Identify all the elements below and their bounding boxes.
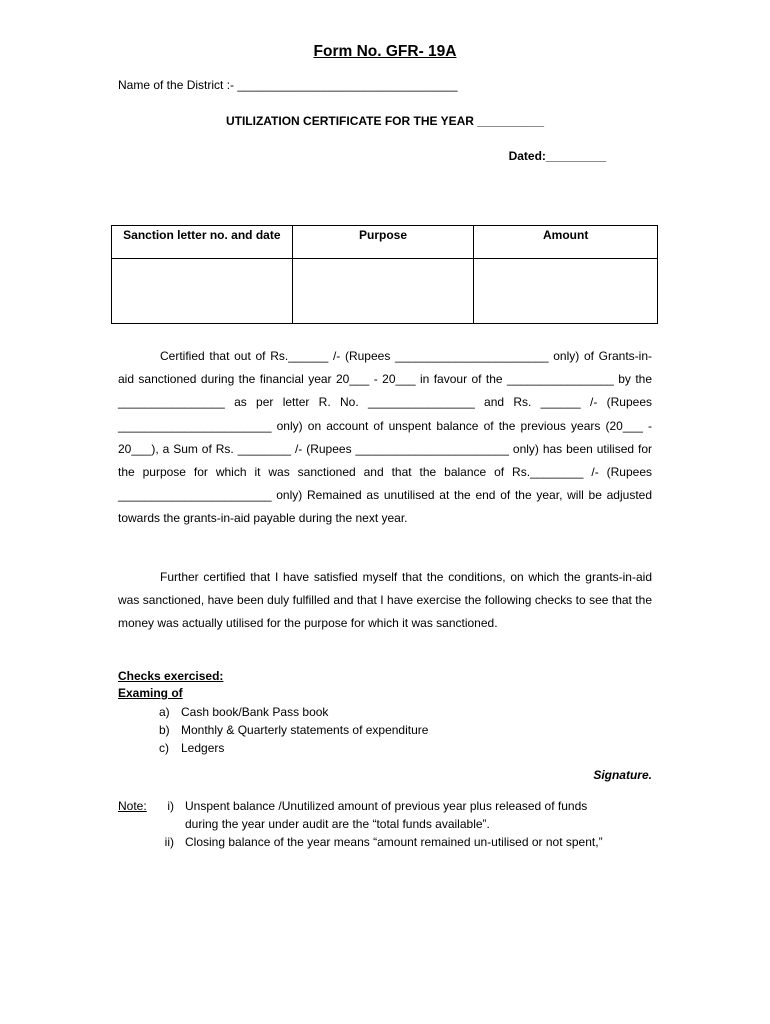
- form-title: Form No. GFR- 19A: [313, 43, 457, 60]
- list-marker: a): [159, 705, 170, 719]
- checks-list: [159, 703, 428, 757]
- table-header-row: [112, 226, 658, 259]
- note-label: Note:: [118, 799, 147, 813]
- amount-cell[interactable]: [474, 259, 658, 324]
- signature-label: Signature.: [593, 768, 652, 782]
- list-item-text: Ledgers: [181, 741, 225, 755]
- dated-line: Dated:_________: [508, 149, 606, 163]
- certification-paragraph: Certified that out of Rs.______ /- (Rupees _______________________ only) of Grants-in-aid sanctioned during the financial year 20___ - 20___ in favour of the ________________ by the ________________ as per letter R. No. ________________ and Rs. ______ /- (Rupees _______________________ only) on account of unspent balance of the previous years (20___ - 20___), a Sum of Rs. ________ /- (Rupees _______________________ only) has been utilised for the purpose for which it was sanctioned and that the balance of Rs.________ /- (Rupees _______________________ only) Remained as unutilised at the end of the year, will be adjusted towards the grants-in-aid payable during the next year.: [118, 349, 652, 526]
- column-header-amount: Amount: [474, 226, 658, 259]
- list-item: [159, 739, 428, 757]
- purpose-cell[interactable]: [292, 259, 474, 324]
- sanction-letter-cell[interactable]: [112, 259, 293, 324]
- checks-subheading: Examing of: [118, 686, 183, 700]
- column-header-purpose: Purpose: [292, 226, 474, 259]
- note-text-line: during the year under audit are the “total funds available”.: [185, 817, 490, 831]
- table-row: [112, 259, 658, 324]
- list-marker: c): [159, 741, 169, 755]
- list-item-text: Cash book/Bank Pass book: [181, 705, 329, 719]
- sanction-table: [111, 225, 658, 324]
- list-item: [159, 721, 428, 739]
- certificate-heading: UTILIZATION CERTIFICATE FOR THE YEAR __________: [225, 114, 545, 128]
- checks-heading: Checks exercised:: [118, 669, 224, 683]
- further-certification-paragraph: Further certified that I have satisfied myself that the conditions, on which the grants-in-aid was sanctioned, have been duly fulfilled and that I have exercise the following checks to see that the money was actually utilised for the purpose for which it was sanctioned.: [118, 570, 652, 631]
- note-marker: ii): [164, 835, 174, 849]
- column-header-sanction-letter: Sanction letter no. and date: [112, 226, 293, 259]
- note-marker: i): [167, 799, 174, 813]
- district-name-line: Name of the District :- _________________________________: [118, 78, 458, 92]
- list-marker: b): [159, 723, 170, 737]
- list-item-text: Monthly & Quarterly statements of expenditure: [181, 723, 429, 737]
- checks-section: [118, 668, 223, 702]
- note-text-line: Closing balance of the year means “amount remained un-utilised or not spent,”: [185, 835, 603, 849]
- note-text-line: Unspent balance /Unutilized amount of previous year plus released of funds: [185, 799, 588, 813]
- list-item: [159, 703, 428, 721]
